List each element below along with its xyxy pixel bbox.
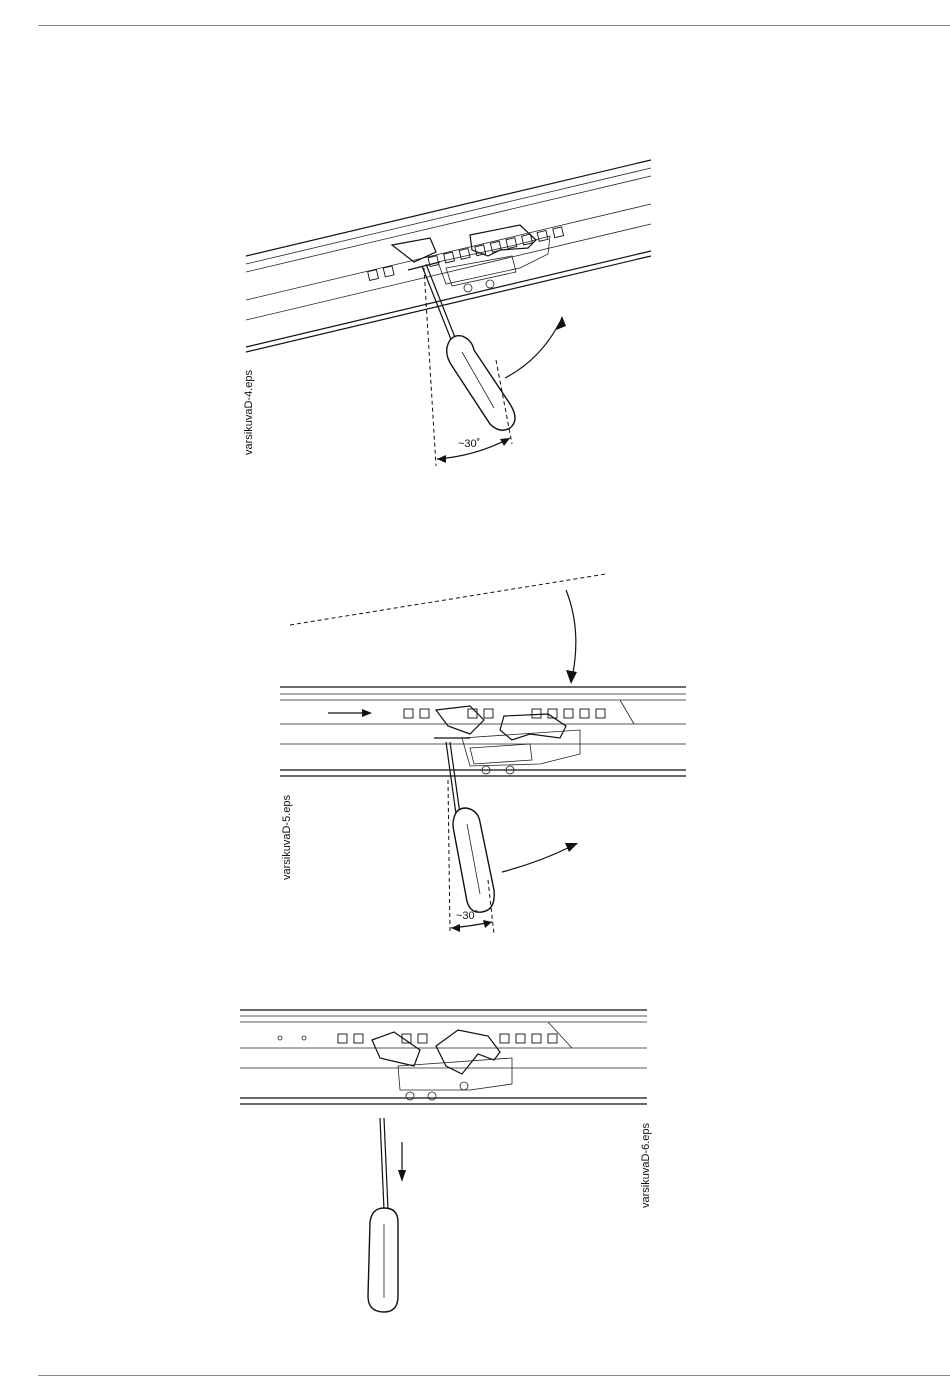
figure-1 <box>0 150 950 480</box>
figure-2-angle-label: ~30˚ <box>456 910 479 922</box>
figure-3-illustration <box>0 1000 950 1330</box>
bottom-rule <box>38 1375 950 1376</box>
figure-3-caption: varsikuvaD-6.eps <box>640 1123 652 1208</box>
figure-2 <box>0 565 950 940</box>
figure-1-illustration <box>0 150 950 480</box>
figure-1-angle-label: ~30˚ <box>458 438 481 450</box>
top-rule <box>38 25 950 26</box>
figure-3 <box>0 1000 950 1330</box>
figure-2-caption: varsikuvaD-5.eps <box>281 795 293 880</box>
figure-2-illustration <box>0 565 950 940</box>
figure-1-caption: varsikuvaD-4.eps <box>243 370 255 455</box>
